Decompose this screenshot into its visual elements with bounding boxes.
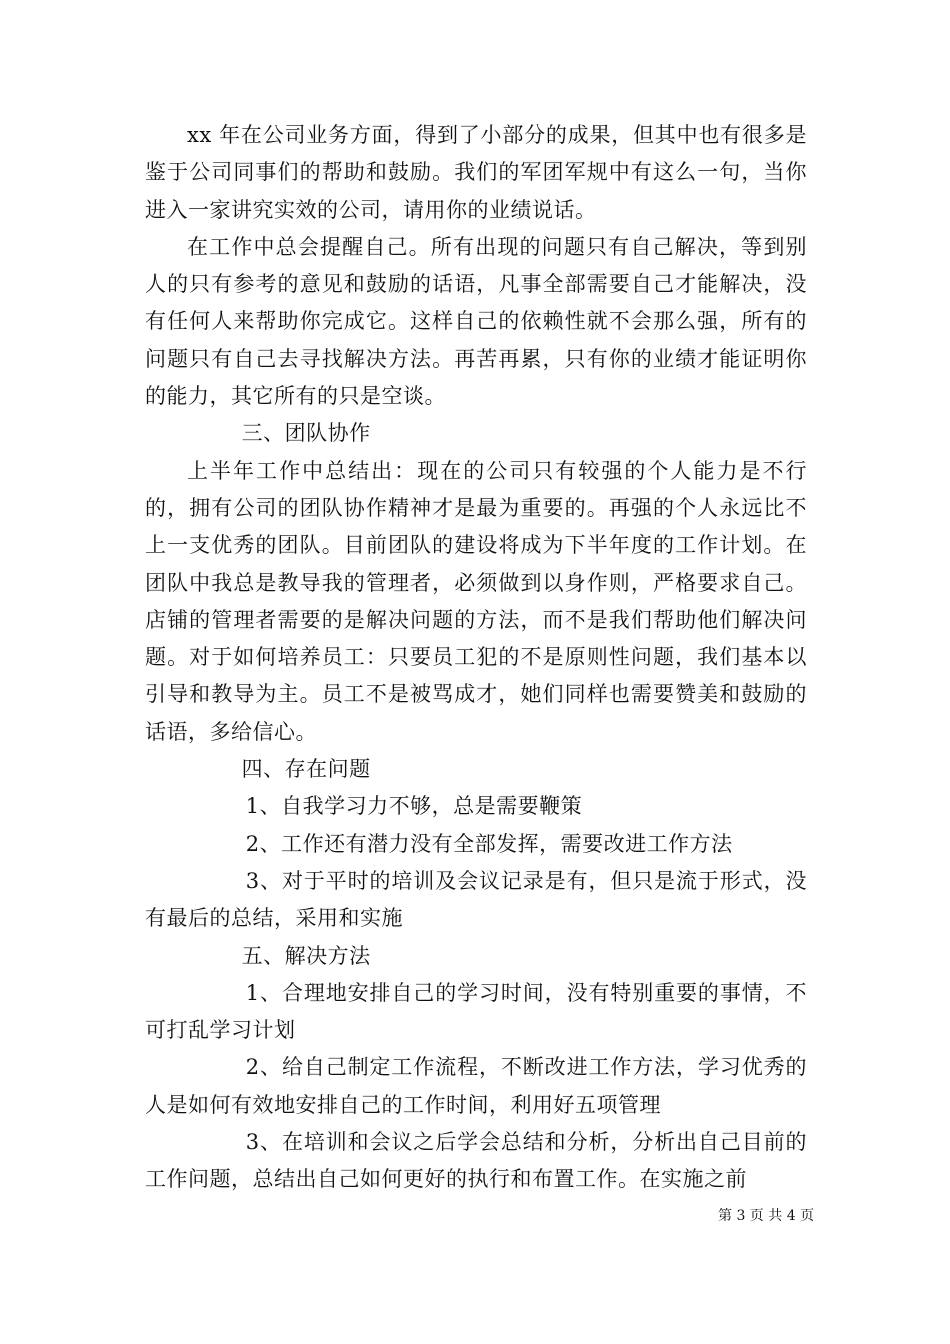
solution-item-3: 3、在培训和会议之后学会总结和分析，分析出自己目前的工作问题，总结出自己如何更好的执行和布置工作。在实施之前 xyxy=(145,1130,807,1192)
section-heading-teamwork: 三、团队协作 xyxy=(241,421,371,446)
paragraph-self-reminder: 在工作中总会提醒自己。所有出现的问题只有自己解决，等到别人的只有参考的意见和鼓励的话语，凡事全部需要自己才能解决，没有任何人来帮助你完成它。这样自己的依赖性就不会那么强，所有的问题只有自己去寻找解决方法。再苦再累，只有你的业绩才能证明你的能力，其它所有的只是空谈。 xyxy=(145,234,807,409)
section-heading-solutions: 五、解决方法 xyxy=(241,943,371,968)
problem-item-2: 2、工作还有潜力没有全部发挥，需要改进工作方法 xyxy=(245,831,733,856)
problem-item-1: 1、自我学习力不够，总是需要鞭策 xyxy=(245,794,583,819)
paragraph-business-results: xx 年在公司业务方面，得到了小部分的成果，但其中也有很多是鉴于公司同事们的帮助和鼓励。我们的军团军规中有这么一句，当你进入一家讲究实效的公司，请用你的业绩说话。 xyxy=(145,123,807,222)
page-number-footer: 第 3 页 共 4 页 xyxy=(718,1208,815,1224)
problem-item-3: 3、对于平时的培训及会议记录是有，但只是流于形式，没有最后的总结，采用和实施 xyxy=(145,868,807,931)
solution-item-2: 2、给自己制定工作流程，不断改进工作方法，学习优秀的人是如何有效地安排自己的工作时间，利用好五项管理 xyxy=(145,1055,807,1117)
document-body xyxy=(145,117,807,1199)
solution-item-1: 1、合理地安排自己的学习时间，没有特别重要的事情，不可打乱学习计划 xyxy=(145,980,807,1043)
section-heading-problems: 四、存在问题 xyxy=(241,757,371,782)
paragraph-teamwork: 上半年工作中总结出：现在的公司只有较强的个人能力是不行的，拥有公司的团队协作精神才是最为重要的。再强的个人永远比不上一支优秀的团队。目前团队的建设将成为下半年度的工作计划。在团队中我总是教导我的管理者，必须做到以身作则，严格要求自己。店铺的管理者需要的是解决问题的方法，而不是我们帮助他们解决问题。对于如何培养员工：只要员工犯的不是原则性问题，我们基本以引导和教导为主。员工不是被骂成才，她们同样也需要赞美和鼓励的话语，多给信心。 xyxy=(145,458,807,744)
